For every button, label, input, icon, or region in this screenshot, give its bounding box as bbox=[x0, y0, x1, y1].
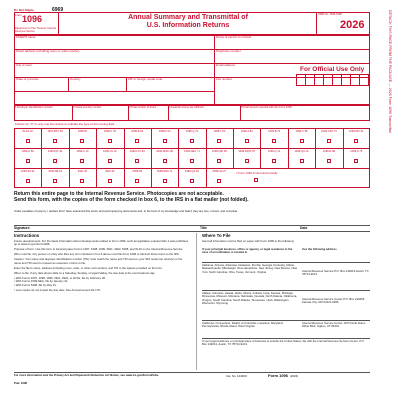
form-type-label: 5498 28 bbox=[132, 169, 142, 173]
form-type-checkbox[interactable] bbox=[108, 179, 112, 183]
catalog-number: Cat. No. 14400O bbox=[226, 374, 247, 378]
where-to-file-heading: Where To File bbox=[202, 233, 231, 238]
form-type-label: 1099-K 10 bbox=[76, 149, 89, 153]
box7-checkbox[interactable] bbox=[254, 178, 258, 182]
form-type-checkbox[interactable] bbox=[135, 179, 139, 183]
form-type-label: 1099-Q 31 bbox=[268, 149, 281, 153]
footer-year: (2026) bbox=[290, 374, 299, 378]
form-type-label: 1098-E 84 bbox=[131, 129, 144, 133]
form-type-checkbox[interactable] bbox=[217, 139, 221, 143]
form-type-checkbox[interactable] bbox=[53, 159, 57, 163]
form-type-label: 1098-Q 74 bbox=[185, 129, 199, 133]
form-type-checkbox[interactable] bbox=[190, 159, 194, 163]
form-type-checkbox[interactable] bbox=[163, 179, 167, 183]
form-type-label: 5498-QA 2A bbox=[184, 169, 200, 173]
form-type-checkbox[interactable] bbox=[300, 139, 304, 143]
street-address-input[interactable] bbox=[16, 54, 212, 62]
form-label: Form bbox=[15, 13, 22, 17]
box4-withheld-label: 4 Federal income tax withheld bbox=[169, 106, 204, 109]
form-code: 6969 bbox=[52, 7, 64, 13]
filer-name-label: FILER'S name bbox=[16, 35, 36, 39]
instructions-body bbox=[14, 240, 190, 294]
date-field[interactable] bbox=[315, 216, 370, 225]
where-group-2: Alaska, Colorado, Hawaii, Idaho, Illinois, Indiana, Iowa, Kansas, Michigan, Minnesota, Missouri, Montana, Nebraska, Nevada, North Dakota, Oklahoma, Oregon, South Carolina, South Dakota, Tennessee, Utah, Washington, Wisconsin, Wyoming bbox=[202, 291, 298, 306]
tax-year: 2026 bbox=[340, 19, 365, 31]
form-type-checkbox[interactable] bbox=[135, 139, 139, 143]
where-foreign: If your legal residence or principal place of business is outside the United States, file with the Internal Revenue Service Center, P.O. Box 149213, Austin, TX 78714-9213. bbox=[202, 339, 365, 347]
form-type-label: 5498-ESA 72 bbox=[156, 169, 173, 173]
title-line-2: U.S. Information Returns bbox=[146, 22, 230, 29]
form-type-label: 1099-SB 43 bbox=[48, 169, 62, 173]
form-type-checkbox[interactable] bbox=[80, 159, 84, 163]
form-type-checkbox[interactable] bbox=[163, 139, 167, 143]
form-type-label: 5498-SA 27 bbox=[212, 169, 227, 173]
form-type-checkbox[interactable] bbox=[163, 159, 167, 163]
form-type-checkbox[interactable] bbox=[108, 159, 112, 163]
form-type-label: 1099-A 80 bbox=[240, 129, 253, 133]
form-number: 1096 bbox=[22, 14, 43, 24]
title-label: Title bbox=[200, 226, 207, 230]
filer-name-input[interactable] bbox=[16, 40, 212, 48]
form-type-checkbox[interactable] bbox=[190, 139, 194, 143]
form-type-checkbox[interactable] bbox=[217, 159, 221, 163]
form-type-label: 1099-R 98 bbox=[322, 149, 335, 153]
form-type-label: 1099-MISC 95 bbox=[156, 149, 173, 153]
form-type-label: 1099-LS 16 bbox=[103, 149, 117, 153]
form-type-label: 1099-C 85 bbox=[295, 129, 308, 133]
form-type-checkbox[interactable] bbox=[53, 139, 57, 143]
instructions-footnote: ¹ Less copies do not impact the due date. See Announcement 91-179. bbox=[14, 287, 101, 292]
where-to-file-intro: Send all information returns filed on paper with Form 1096 to the following: bbox=[202, 239, 295, 243]
form-type-checkbox[interactable] bbox=[272, 159, 276, 163]
omb-number: OMB No. 1545-0108 bbox=[318, 13, 342, 16]
where-col1-head: If your principal business, office or agency, or legal residence in the case of an individual, is located in bbox=[202, 247, 293, 255]
signature-label: Signature bbox=[14, 226, 30, 230]
official-use-label: For Official Use Only bbox=[300, 66, 365, 73]
box2-ssn-label: 2 Social security number bbox=[73, 106, 102, 109]
return-notice-line1: Return this entire page to the Internal Revenue Service. Photocopies are not acceptable. bbox=[14, 191, 224, 197]
form-type-label: 1098-C 78 bbox=[103, 129, 116, 133]
box5-total-amount-label: 5 Total amount reported with this Form 1096 bbox=[241, 106, 292, 109]
footer-form-ref: Form 1096 bbox=[268, 373, 289, 378]
form-type-label: 1099-PATR 97 bbox=[238, 149, 256, 153]
do-not-staple-label: Do Not Staple bbox=[14, 8, 34, 12]
form-type-checkbox[interactable] bbox=[354, 159, 358, 163]
official-use-grid bbox=[296, 74, 369, 86]
box6-label: 6 Enter an "X" in only one box below to indicate the type of form being filed. bbox=[15, 122, 116, 126]
city-input[interactable] bbox=[16, 68, 212, 76]
form-type-checkbox[interactable] bbox=[245, 139, 249, 143]
form-type-label: 3921 25 bbox=[77, 169, 88, 173]
instructions-filer-info: Enter the filer's name, address (including room, suite, or other unit number), and TIN in the spaces provided on the form. bbox=[14, 265, 163, 270]
date-label: Date bbox=[300, 226, 308, 230]
signature-field[interactable] bbox=[40, 216, 190, 225]
form-type-label: 3922 26 bbox=[105, 169, 115, 173]
return-notice-line2: Send this form, with the copies of the form checked in box 6, to the IRS in a flat mailer (not folded). bbox=[14, 197, 249, 203]
form-type-checkbox[interactable] bbox=[190, 179, 194, 183]
form-type-checkbox[interactable] bbox=[217, 179, 221, 183]
instructions-who-must-file: Who must file. Any person or entity who files any form checked in box 6 above must file Form 1096 to transmit those forms to the IRS. bbox=[14, 252, 180, 257]
street-address-label: Street address (including room or suite number) bbox=[16, 49, 80, 53]
instructions-purpose: Purpose of form. Use this form to transmit paper Forms 1097, 1098, 1099, 3921, 3922, 5498, and W-2G to the Internal Revenue Service. bbox=[14, 247, 184, 252]
form-type-checkbox[interactable] bbox=[300, 159, 304, 163]
phone-label: Telephone number bbox=[216, 49, 241, 53]
form-type-checkbox[interactable] bbox=[80, 179, 84, 183]
box1-ein-label: 1 Employer identification number bbox=[15, 106, 53, 109]
instructions-caution: Caution: Your name and taxpayer identification number (TIN) must match the name and TIN used on your 94X series tax return(s) or the name and TIN used to request an extension of time to file. bbox=[14, 257, 183, 265]
title-line-1: Annual Summary and Transmittal of bbox=[128, 14, 248, 21]
form-type-label: 1099-DIV 91 bbox=[349, 129, 364, 133]
form-type-checkbox[interactable] bbox=[26, 159, 30, 163]
form-type-label: 1098-F 03 bbox=[158, 129, 171, 133]
due-date-2: • With Forms 1099-NEC, file by January 31. bbox=[14, 279, 69, 284]
zip-label: ZIP or foreign postal code bbox=[128, 77, 163, 81]
instructions-heading: Instructions bbox=[14, 233, 40, 238]
contact-label: Name of person to contact bbox=[216, 35, 252, 39]
form-type-checkbox[interactable] bbox=[272, 139, 276, 143]
form-type-checkbox[interactable] bbox=[327, 139, 331, 143]
form-type-label: 1099-SA 94 bbox=[20, 169, 35, 173]
form-type-checkbox[interactable] bbox=[108, 139, 112, 143]
country-label: Country bbox=[70, 77, 81, 81]
form-type-label: 1099-QA 1A bbox=[294, 149, 309, 153]
form-type-label: 1099-S 75 bbox=[350, 149, 363, 153]
form-type-checkbox[interactable] bbox=[26, 179, 30, 183]
form-type-checkbox[interactable] bbox=[245, 159, 249, 163]
where-col2-head: Use the following address bbox=[302, 247, 337, 251]
form-type-label: 1098 81 bbox=[77, 129, 88, 133]
where-group-3: California, Connecticut, District of Columbia, Louisiana, Maryland, Pennsylvania, Rhode Island, West Virginia bbox=[202, 321, 284, 329]
perjury-statement: Under penalties of perjury, I declare that I have examined this return and accompanying documents and, to the best of my knowledge and belief, they are true, correct, and complete. bbox=[14, 209, 238, 213]
form-type-checkbox[interactable] bbox=[53, 179, 57, 183]
box7-label: 7 Form 1099-K filed electronically bbox=[236, 171, 278, 175]
form-type-label: 1099-NEC 71 bbox=[184, 149, 200, 153]
form-type-label: 1099-INT 92 bbox=[47, 149, 63, 153]
side-perforation-text: DETACH THIS PAGE FROM THE PACKAGE — 2026 Form 1096 Transmittal bbox=[388, 10, 392, 133]
form-type-checkbox[interactable] bbox=[354, 139, 358, 143]
form-type-label: 1098-T 83 bbox=[213, 129, 226, 133]
where-address-2: Internal Revenue Service Center P.O. Box 219256 Kansas City, MO 64121-9256 bbox=[302, 297, 365, 305]
form-type-checkbox[interactable] bbox=[80, 139, 84, 143]
form-type-checkbox[interactable] bbox=[327, 159, 331, 163]
where-address-3: Internal Revenue Service Center 1973 North Rulon White Blvd. Ogden, UT 84201 bbox=[302, 321, 366, 329]
department-label: Department of the Treasury Internal Revenue Service bbox=[15, 27, 56, 33]
form-type-label: 1099-CAP 73 bbox=[321, 129, 337, 133]
publication-ref: Pub. 1096 bbox=[14, 381, 28, 385]
form-type-label: 1099-B 79 bbox=[268, 129, 281, 133]
fax-label: Fax number bbox=[216, 77, 233, 81]
form-type-checkbox[interactable] bbox=[26, 139, 30, 143]
form-type-label: 1097-BTC 50 bbox=[47, 129, 63, 133]
city-label: City or town bbox=[16, 63, 32, 67]
form-type-label: 1099-LTC 93 bbox=[129, 149, 145, 153]
instructions-future: Future developments. For the latest information about developments related to Form 1096, such as legislation enacted after it was published, go to www.irs.gov/Form1096. bbox=[14, 239, 189, 247]
email-label: Email address bbox=[216, 63, 236, 67]
box3-total-forms-label: 3 Total number of forms bbox=[129, 106, 157, 109]
privacy-notice: For more information and the Privacy Act and Paperwork Reduction Act Notice, see www.irs.gov/FormsPubs. bbox=[14, 373, 160, 377]
title-field[interactable] bbox=[215, 216, 295, 225]
where-address-1: Internal Revenue Service P.O. Box 149213 Austin, TX 78714-9213 bbox=[302, 269, 369, 277]
form-type-checkbox[interactable] bbox=[135, 159, 139, 163]
due-date-3: • With Forms 5498, file by May 31. bbox=[14, 282, 57, 287]
due-date-1: • With Forms 1097, 1098, 1099, 3921, 3922, or W-2G, file by February 28. bbox=[14, 275, 106, 280]
form-type-label: 1099-G 86 bbox=[21, 149, 34, 153]
form-type-label: W-2G 32 bbox=[22, 129, 33, 133]
instructions-when-to-file: When to file. If any date shown falls on a Saturday, Sunday, or legal holiday, the due date is the next business day. bbox=[14, 270, 156, 275]
form-type-label: 1099-OID 96 bbox=[211, 149, 227, 153]
where-group-1: Alabama, Arizona, Arkansas, Delaware, Florida, Georgia, Kentucky, Maine, Massachusetts, Mississippi, New Hampshire, New Jersey, New Mexico, New York, North Carolina, Ohio, Texas, Vermont, Virginia bbox=[202, 263, 298, 274]
state-label: State or province bbox=[16, 77, 39, 81]
